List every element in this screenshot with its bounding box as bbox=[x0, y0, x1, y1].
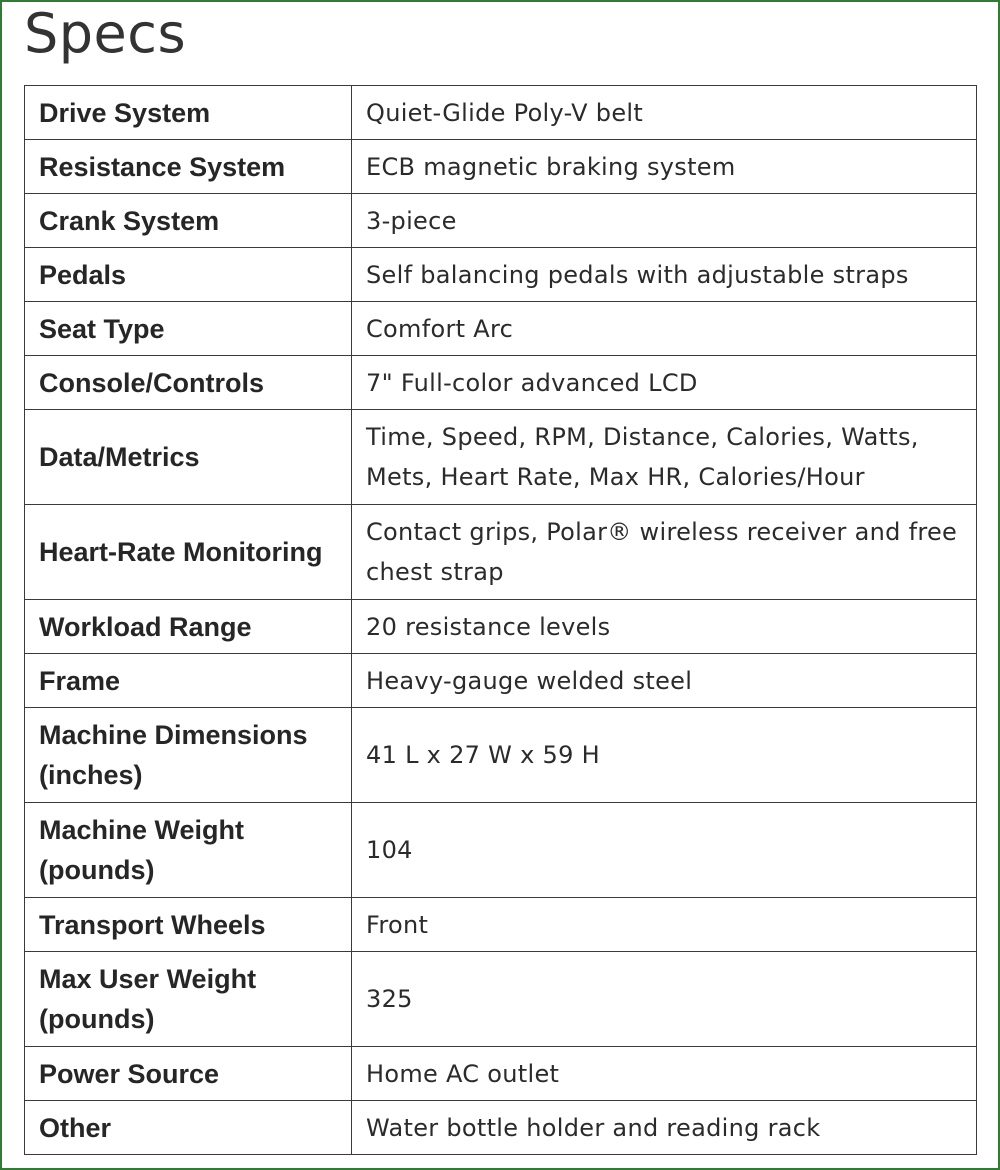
spec-value: Heavy-gauge welded steel bbox=[352, 654, 977, 708]
spec-value: Home AC outlet bbox=[352, 1047, 977, 1101]
table-row bbox=[25, 410, 977, 505]
table-row bbox=[25, 1047, 977, 1101]
spec-label: Max User Weight (pounds) bbox=[25, 952, 352, 1047]
table-row bbox=[25, 600, 977, 654]
spec-value: 20 resistance levels bbox=[352, 600, 977, 654]
spec-value: Time, Speed, RPM, Distance, Calories, Watts, Mets, Heart Rate, Max HR, Calories/Hour bbox=[352, 410, 977, 505]
spec-label: Pedals bbox=[25, 248, 352, 302]
table-row bbox=[25, 898, 977, 952]
spec-value: Front bbox=[352, 898, 977, 952]
spec-label: Other bbox=[25, 1101, 352, 1155]
spec-label: Resistance System bbox=[25, 140, 352, 194]
table-row bbox=[25, 248, 977, 302]
spec-label: Frame bbox=[25, 654, 352, 708]
table-row bbox=[25, 302, 977, 356]
table-row bbox=[25, 708, 977, 803]
spec-label: Seat Type bbox=[25, 302, 352, 356]
table-row bbox=[25, 1101, 977, 1155]
page-title: Specs bbox=[24, 2, 187, 65]
spec-label: Transport Wheels bbox=[25, 898, 352, 952]
table-row bbox=[25, 654, 977, 708]
spec-label: Crank System bbox=[25, 194, 352, 248]
spec-value: 3-piece bbox=[352, 194, 977, 248]
spec-value: Self balancing pedals with adjustable straps bbox=[352, 248, 977, 302]
spec-label: Console/Controls bbox=[25, 356, 352, 410]
table-row bbox=[25, 803, 977, 898]
spec-label: Machine Dimensions (inches) bbox=[25, 708, 352, 803]
table-row bbox=[25, 505, 977, 600]
spec-value: Contact grips, Polar® wireless receiver and free chest strap bbox=[352, 505, 977, 600]
spec-label: Heart-Rate Monitoring bbox=[25, 505, 352, 600]
table-row bbox=[25, 86, 977, 140]
spec-value: ECB magnetic braking system bbox=[352, 140, 977, 194]
spec-value: Comfort Arc bbox=[352, 302, 977, 356]
spec-value: Water bottle holder and reading rack bbox=[352, 1101, 977, 1155]
spec-value: 325 bbox=[352, 952, 977, 1047]
spec-value: Quiet-Glide Poly-V belt bbox=[352, 86, 977, 140]
table-row bbox=[25, 194, 977, 248]
spec-value: 7" Full-color advanced LCD bbox=[352, 356, 977, 410]
table-row bbox=[25, 356, 977, 410]
spec-label: Power Source bbox=[25, 1047, 352, 1101]
table-row bbox=[25, 140, 977, 194]
spec-label: Data/Metrics bbox=[25, 410, 352, 505]
spec-label: Workload Range bbox=[25, 600, 352, 654]
spec-label: Drive System bbox=[25, 86, 352, 140]
table-row bbox=[25, 952, 977, 1047]
spec-label: Machine Weight (pounds) bbox=[25, 803, 352, 898]
spec-value: 104 bbox=[352, 803, 977, 898]
spec-value: 41 L x 27 W x 59 H bbox=[352, 708, 977, 803]
specs-table bbox=[24, 85, 977, 1155]
